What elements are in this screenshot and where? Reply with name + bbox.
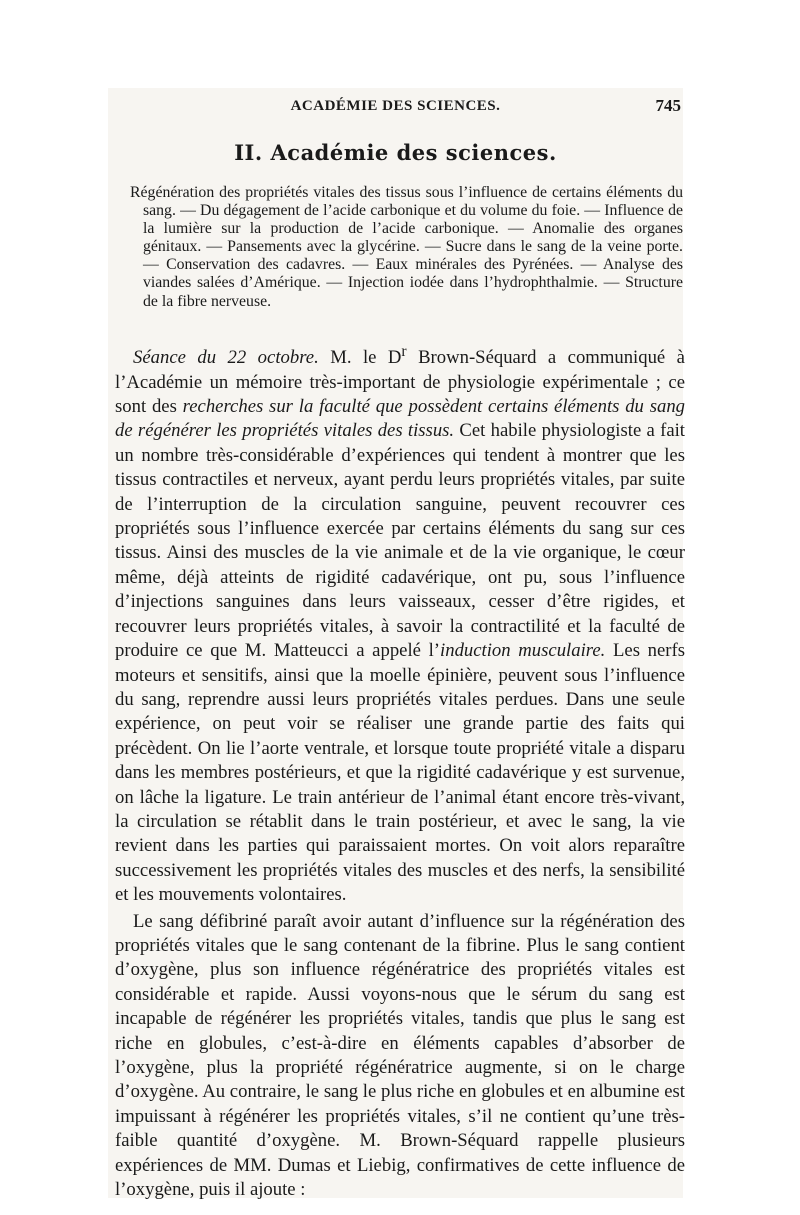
paragraph-sang-defibrine: Le sang défibriné paraît avoir autant d’influence sur la régénération des propriétés vitales que le sang contenant de la fibrine. Plus le sang contient d’oxygène, plus son influence régénératrice des propriétés vitales est considérable et rapide. Aussi voyons-nous que le sérum du sang est incapable de régénérer les propriétés vitales, tandis que plus le sang est riche en globules, c’est-à-dire en éléments capables d’absorber de l’oxygène, plus la propriété régénératrice augmente, si on le charge d’oxygène. Au contraire, le sang le plus riche en globules et en albumine est impuissant à régénérer les propriétés vitales, s’il ne contient qu’une très-faible quantité d’oxygène. M. Brown-Séquard rappelle plusieurs expériences de MM. Dumas et Liebig, confirmatives de cette influence de l’oxygène, puis il ajoute : — [115, 910, 685, 1201]
text-run: Cet habile physiologiste a fait un nombre très-considérable d’expériences qui tendent à montrer que les tissus contractiles et nerveux, ayant perdu leurs propriétés vitales, par suite de l’interruption de la circulation sanguine, peuvent recouvrer ces propriétés sous l’influence exercée par certains éléments du sang sur ces tissus. Ainsi des muscles de la vie animale et de la vie organique, le cœur même, déjà atteints de rigidité cadavérique, ont pu, sous l’influence d’injections sanguines dans leurs vaisseaux, cesser d’être rigides, et recouvrer leurs propriétés vitales, à savoir la contractilité et la faculté de produire ce que M. Matteucci a appelé l’ — [115, 420, 685, 662]
page-number: 745 — [655, 96, 681, 115]
text-run: Brown-Séquard a communiqué à l’Académie un mémoire très-important de physiologie expérimentale ; ce sont des — [115, 347, 685, 418]
superscript: r — [401, 343, 407, 360]
section-summary: Régénération des propriétés vitales des tissus sous l’influence de certains éléments du sang. — Du dégagement de l’acide carbonique et du volume du foie. — Influence de la lumière sur la production de l’acide carbonique. — Anomalie des organes génitaux. — Pansements avec la glycérine. — Sucre dans le sang de la veine porte. — Conservation des cadavres. — Eaux minérales des Pyrénées. — Analyse des viandes salées d’Amérique. — Injection iodée dans l’hydrophthalmie. — Structure de la fibre nerveuse. — [130, 184, 683, 310]
section-heading: II. Académie des sciences. — [234, 140, 557, 165]
text-run: M. le D — [318, 347, 402, 369]
body-text — [115, 340, 685, 1202]
italic-run: induction musculaire. — [440, 640, 606, 662]
seance-date: Séance du 22 octobre. — [133, 347, 319, 369]
text-run: Les nerfs moteurs et sensitifs, ainsi que la moelle épinière, peuvent sous l’influence du sang, reprendre aussi leurs propriétés vitales perdues. Dans une seule expérience, on peut voir se réaliser une grande partie des faits qui précèdent. On lie l’aorte ventrale, et lorsque toute propriété vitale a disparu dans les membres postérieurs, et que la rigidité cadavérique y est survenue, on lâche la ligature. Le train antérieur de l’animal étant encore très-vivant, la circulation se rétablit dans le train postérieur, et avec le sang, la vie revient dans les parties qui paraissaient mortes. On voit alors reparaître successivement les propriétés vitales des muscles et des nerfs, la sensibilité et les mouvements volontaires. — [115, 640, 685, 906]
paragraph-seance — [115, 340, 685, 908]
running-head — [108, 98, 683, 118]
italic-run: recherches sur la faculté que possèdent certains éléments du sang de régénérer les propriétés vitales des tissus. — [115, 396, 686, 442]
running-title: ACADÉMIE DES SCIENCES. — [290, 98, 501, 114]
